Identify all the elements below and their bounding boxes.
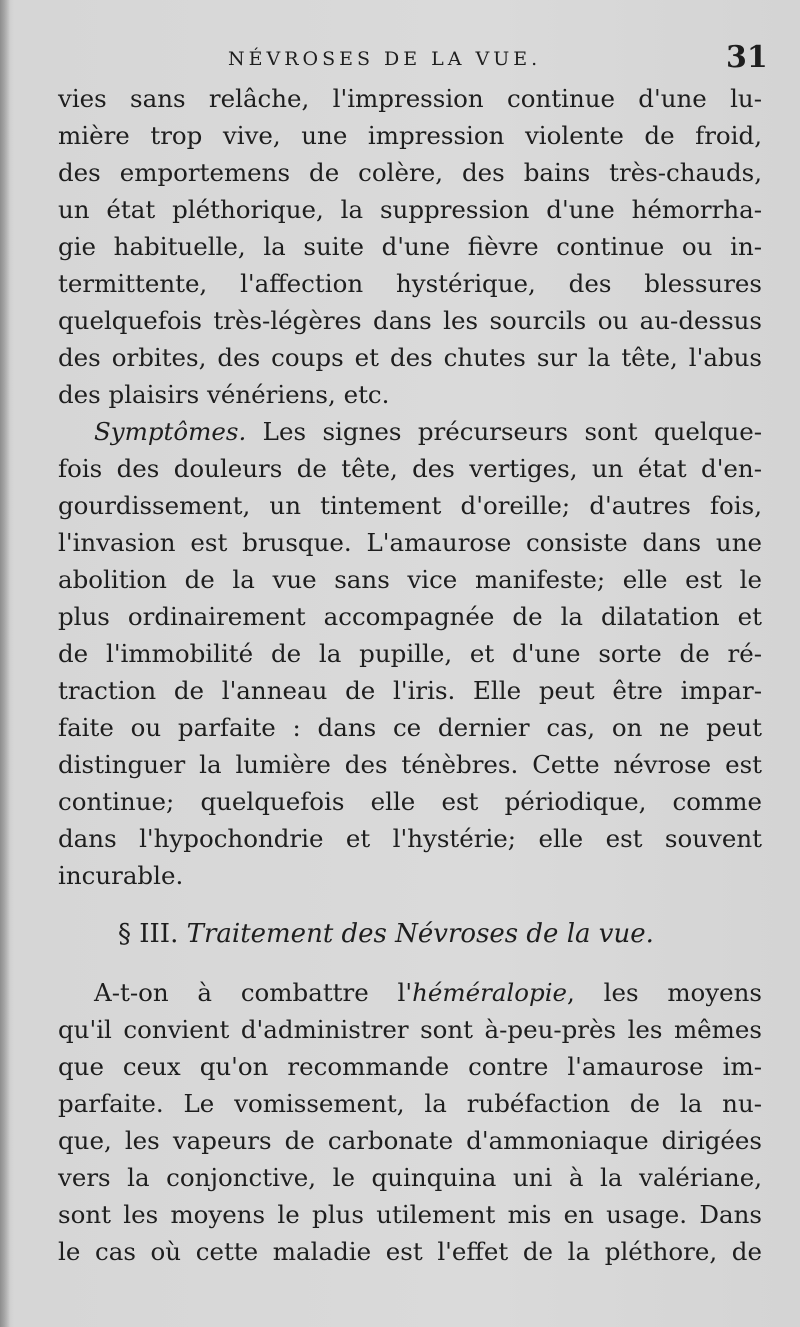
text-line: quelquefois très-légères dans les sourcils ou au-dessus bbox=[58, 306, 762, 335]
section-spacer bbox=[58, 894, 762, 912]
page-gutter-shadow bbox=[0, 0, 10, 1327]
text-line: continue; quelquefois elle est périodique, comme bbox=[58, 787, 762, 816]
section-title: Traitement des Névroses de la vue. bbox=[186, 919, 654, 949]
text-line: traction de l'anneau de l'iris. Elle peut être impar- bbox=[58, 676, 762, 705]
text-line: fois des douleurs de tête, des vertiges, un état d'en- bbox=[58, 454, 762, 483]
running-title: NÉVROSES DE LA VUE. bbox=[228, 48, 542, 70]
text-line: plus ordinairement accompagnée de la dilatation et bbox=[58, 602, 762, 631]
page-number: 31 bbox=[726, 40, 768, 75]
text-run: A-t-on à combattre l' bbox=[94, 978, 413, 1007]
section-spacer bbox=[58, 956, 762, 974]
text-line: des emportemens de colère, des bains très-chauds, bbox=[58, 158, 762, 187]
text-line: des orbites, des coups et des chutes sur la tête, l'abus bbox=[58, 343, 762, 372]
section-number: § III. bbox=[118, 919, 179, 949]
text-line: vers la conjonctive, le quinquina uni à la valériane, bbox=[58, 1163, 762, 1192]
text-line: termittente, l'affection hystérique, des blessures bbox=[58, 269, 762, 298]
paragraph-causes bbox=[58, 80, 762, 413]
text-line: de l'immobilité de la pupille, et d'une sorte de ré- bbox=[58, 639, 762, 668]
hemeralopie-term: héméralopie bbox=[412, 978, 568, 1007]
text-line: gie habituelle, la suite d'une fièvre continue ou in- bbox=[58, 232, 762, 261]
page-header bbox=[0, 40, 800, 80]
text-line: gourdissement, un tintement d'oreille; d'autres fois, bbox=[58, 491, 762, 520]
text-line: distinguer la lumière des ténèbres. Cette névrose est bbox=[58, 750, 762, 779]
text-line: que, les vapeurs de carbonate d'ammoniaque dirigées bbox=[58, 1126, 762, 1155]
text-line: un état pléthorique, la suppression d'une hémorrha- bbox=[58, 195, 762, 224]
text-line: vies sans relâche, l'impression continue d'une lu- bbox=[58, 84, 762, 113]
symptoms-lead: Symptômes. bbox=[94, 417, 247, 446]
text-line: sont les moyens le plus utilement mis en usage. Dans bbox=[58, 1200, 762, 1229]
section-heading bbox=[58, 912, 762, 956]
text-line: des plaisirs vénériens, etc. bbox=[58, 380, 390, 409]
text-line: faite ou parfaite : dans ce dernier cas, on ne peut bbox=[58, 713, 762, 742]
text-line bbox=[58, 974, 762, 1011]
body-text bbox=[58, 80, 762, 1270]
text-line: l'invasion est brusque. L'amaurose consiste dans une bbox=[58, 528, 762, 557]
text-line: parfaite. Le vomissement, la rubéfaction de la nu- bbox=[58, 1089, 762, 1118]
text-line: incurable. bbox=[58, 861, 184, 890]
paragraph-treatment bbox=[58, 974, 762, 1270]
text-run: Les signes précurseurs sont quelque- bbox=[246, 417, 762, 446]
text-line: abolition de la vue sans vice manifeste; elle est le bbox=[58, 565, 762, 594]
text-run: , les moyens bbox=[567, 978, 762, 1007]
text-line: que ceux qu'on recommande contre l'amaurose im- bbox=[58, 1052, 762, 1081]
text-line: qu'il convient d'administrer sont à-peu-près les mêmes bbox=[58, 1015, 762, 1044]
text-line: dans l'hypochondrie et l'hystérie; elle est souvent bbox=[58, 824, 762, 853]
paragraph-symptoms bbox=[58, 413, 762, 894]
text-line: mière trop vive, une impression violente de froid, bbox=[58, 121, 762, 150]
text-line: le cas où cette maladie est l'effet de la pléthore, de bbox=[58, 1237, 762, 1266]
text-line bbox=[58, 413, 762, 450]
